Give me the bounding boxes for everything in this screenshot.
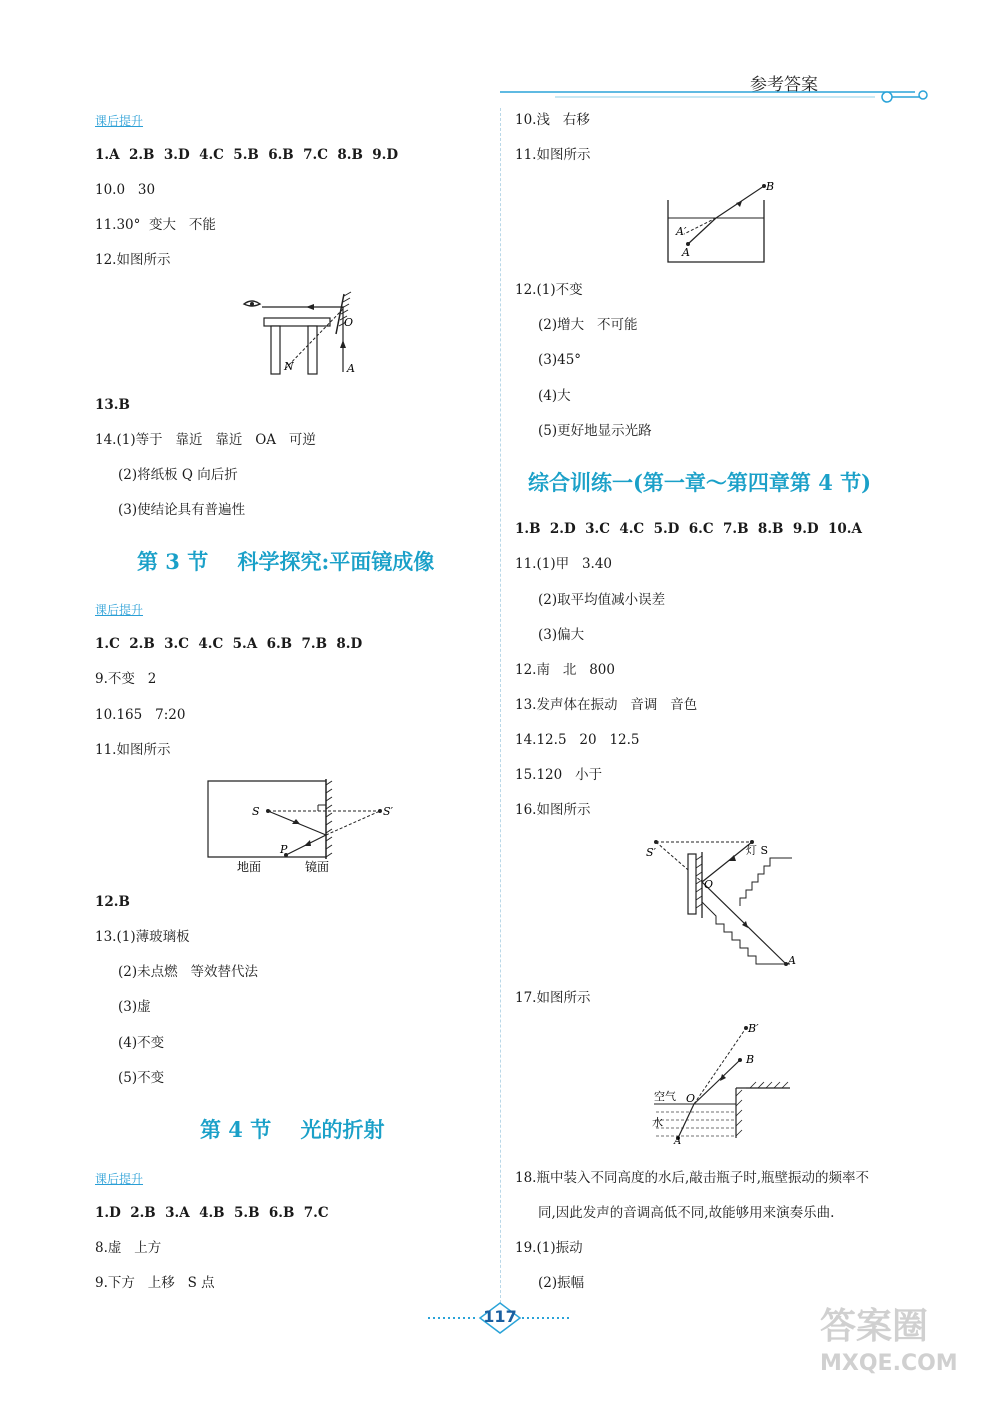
answer-line: 12.(1)不变 [515, 282, 583, 298]
page-number: 117 [483, 1307, 517, 1326]
eye-icon [244, 301, 260, 306]
answer-line: 16.如图所示 [515, 802, 591, 818]
answer-line: (2)振幅 [538, 1275, 585, 1291]
label-floor: 地面 [237, 860, 262, 874]
answer-line: 14.12.5 20 12.5 [515, 732, 640, 748]
answer-line: 1.B 2.D 3.C 4.C 5.D 6.C 7.B 8.B 9.D 10.A [515, 521, 862, 537]
label-s: S [252, 805, 260, 818]
answer-line: 11.30° 变大 不能 [95, 217, 216, 233]
subheading: 课后提升 [95, 1172, 144, 1186]
label-b-prime: B′ [748, 1022, 759, 1035]
section-title: 第 3 节 科学探究:平面镜成像 [137, 549, 435, 574]
section-title: 综合训练一(第一章～第四章第 4 节) [528, 470, 872, 495]
label-b: B [746, 1053, 755, 1066]
answer-line: 10.0 30 [95, 182, 156, 198]
subheading: 课后提升 [95, 114, 144, 128]
figure-air-water [650, 1020, 800, 1145]
answer-line: (3)偏大 [538, 627, 585, 643]
answer-line: 12.B [95, 894, 130, 910]
answer-line: (2)取平均值减小误差 [538, 592, 666, 608]
answer-line: (3)使结论具有普遍性 [118, 502, 246, 518]
label-a: A [674, 1136, 682, 1145]
header-title: 参考答案 [750, 75, 818, 95]
figure-plane-mirror [200, 775, 410, 875]
figure-refraction-container [660, 178, 780, 268]
answer-line: 13.发声体在振动 音调 音色 [515, 697, 698, 713]
answer-line: 11.如图所示 [515, 147, 591, 163]
answer-line: 1.A 2.B 3.D 4.C 5.B 6.B 7.C 8.B 9.D [95, 147, 399, 163]
answer-line: (5)更好地显示光路 [538, 423, 652, 439]
answer-line: 12.如图所示 [95, 252, 171, 268]
answer-line: 8.虚 上方 [95, 1240, 162, 1256]
figure-stair-mirror [640, 832, 810, 977]
answer-line: (3)45° [538, 352, 582, 368]
answer-line: (2)增大 不可能 [538, 317, 638, 333]
figure-reflection-table [240, 290, 370, 380]
label-a: A [788, 954, 796, 967]
answer-line: 11.如图所示 [95, 742, 171, 758]
answer-line: (2)未点燃 等效替代法 [118, 964, 258, 980]
answer-line: 同,因此发声的音调高低不同,故能够用来演奏乐曲. [538, 1205, 835, 1221]
answer-line: 13.B [95, 397, 130, 413]
label-s-prime: S′ [646, 846, 657, 859]
label-lamp: 灯 S [746, 844, 769, 857]
watermark-url: MXQE.COM [820, 1351, 958, 1376]
label-s-prime: S′ [383, 805, 394, 818]
answer-line: 9.不变 2 [95, 671, 157, 687]
label-water: 水 [652, 1116, 663, 1129]
answer-line: 17.如图所示 [515, 990, 591, 1006]
answer-line: 13.(1)薄玻璃板 [95, 929, 190, 945]
answer-line: 10.浅 右移 [515, 112, 590, 128]
header-decoration [495, 88, 935, 104]
answer-line: 14.(1)等于 靠近 靠近 OA 可逆 [95, 432, 316, 448]
answer-line: 10.165 7:20 [95, 707, 186, 723]
label-o: O [686, 1092, 696, 1105]
answer-line: (4)大 [538, 388, 571, 404]
label-o: O [704, 878, 714, 891]
answer-line: 1.D 2.B 3.A 4.B 5.B 6.B 7.C [95, 1205, 329, 1221]
answer-line: 15.120 小于 [515, 767, 603, 783]
label-air: 空气 [654, 1090, 676, 1103]
answer-line: (4)不变 [118, 1035, 165, 1051]
answer-line: (5)不变 [118, 1070, 165, 1086]
answer-line: (3)虚 [118, 999, 151, 1015]
answer-line: 1.C 2.B 3.C 4.C 5.A 6.B 7.B 8.D [95, 636, 363, 652]
column-divider [500, 108, 501, 1308]
label-b: B [766, 180, 775, 193]
answer-line: (2)将纸板 Q 向后折 [118, 467, 238, 483]
watermark [820, 1305, 990, 1395]
label-a: A [347, 362, 355, 375]
subheading: 课后提升 [95, 603, 144, 617]
label-n: N [284, 360, 294, 373]
answer-line: 11.(1)甲 3.40 [515, 556, 613, 572]
answer-line: 19.(1)振动 [515, 1240, 583, 1256]
answer-line: 9.下方 上移 S 点 [95, 1275, 215, 1291]
answer-line: 18.瓶中装入不同高度的水后,敲击瓶子时,瓶壁振动的频率不 [515, 1170, 870, 1186]
label-o: O [344, 316, 354, 329]
answer-line: 12.南 北 800 [515, 662, 615, 678]
section-title: 第 4 节 光的折射 [200, 1117, 385, 1142]
label-a: A [682, 246, 690, 259]
label-a-prime: A′ [676, 225, 687, 238]
label-mirror: 镜面 [305, 860, 330, 874]
label-p: P [280, 843, 288, 856]
watermark-logo: 答案圈 [820, 1306, 929, 1347]
